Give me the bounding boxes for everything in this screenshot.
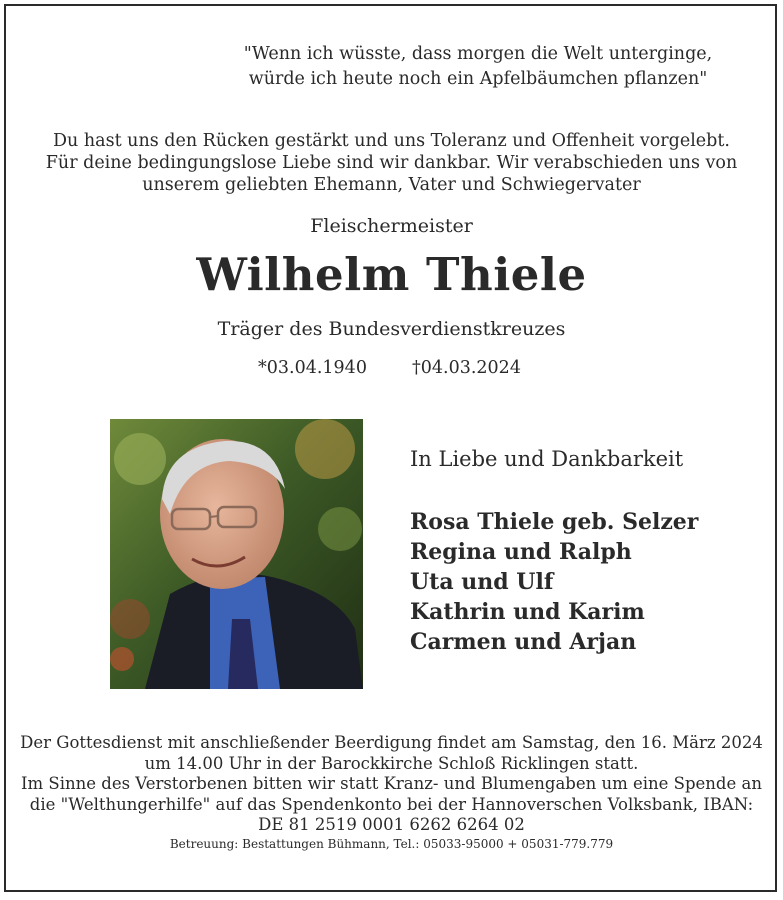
quote	[218, 42, 738, 92]
intro-line: Für deine bedingungslose Liebe sind wir dankbar. Wir verabschieden uns von	[45, 153, 738, 173]
mourners-list	[410, 507, 698, 657]
quote-line: "Wenn ich wüsste, dass morgen die Welt unterginge,	[243, 44, 713, 64]
service-line: Der Gottesdienst mit anschließender Beerdigung findet am Samstag, den 16. März 2024	[20, 733, 763, 752]
profession: Fleischermeister	[310, 215, 473, 237]
death-date: †04.03.2024	[412, 358, 521, 378]
intro-line: unserem geliebten Ehemann, Vater und Schwiegervater	[142, 175, 641, 195]
mourner-name: Carmen und Arjan	[410, 629, 637, 655]
iban-line: DE 81 2519 0001 6262 6264 02	[258, 815, 525, 834]
portrait-photo	[110, 419, 363, 689]
mourner-name: Regina und Ralph	[410, 539, 632, 565]
quote-line: würde ich heute noch ein Apfelbäumchen pflanzen"	[248, 69, 708, 89]
intro-line: Du hast uns den Rücken gestärkt und uns Toleranz und Offenheit vorgelebt.	[53, 131, 730, 151]
mourner-name: Kathrin und Karim	[410, 599, 645, 625]
honor: Träger des Bundesverdienstkreuzes	[217, 318, 566, 340]
mourner-name: Rosa Thiele geb. Selzer	[410, 509, 699, 535]
service-info	[20, 733, 763, 836]
mourners-heading: In Liebe und Dankbarkeit	[410, 447, 684, 471]
intro-text	[20, 130, 763, 196]
service-line: die "Welthungerhilfe" auf das Spendenkonto bei der Hannoverschen Volksbank, IBAN:	[29, 794, 754, 814]
service-line: Im Sinne des Verstorbenen bitten wir statt Kranz- und Blumengaben um eine Spende an	[21, 774, 762, 793]
birth-date: *03.04.1940	[258, 358, 367, 378]
service-line: um 14.00 Uhr in der Barockkirche Schloß Ricklingen statt.	[144, 753, 639, 773]
undertaker-contact: Betreuung: Bestattungen Bühmann, Tel.: 05033-95000 + 05031-779.779	[169, 837, 614, 851]
mourner-name: Uta und Ulf	[410, 569, 554, 595]
deceased-name: Wilhelm Thiele	[196, 248, 587, 301]
